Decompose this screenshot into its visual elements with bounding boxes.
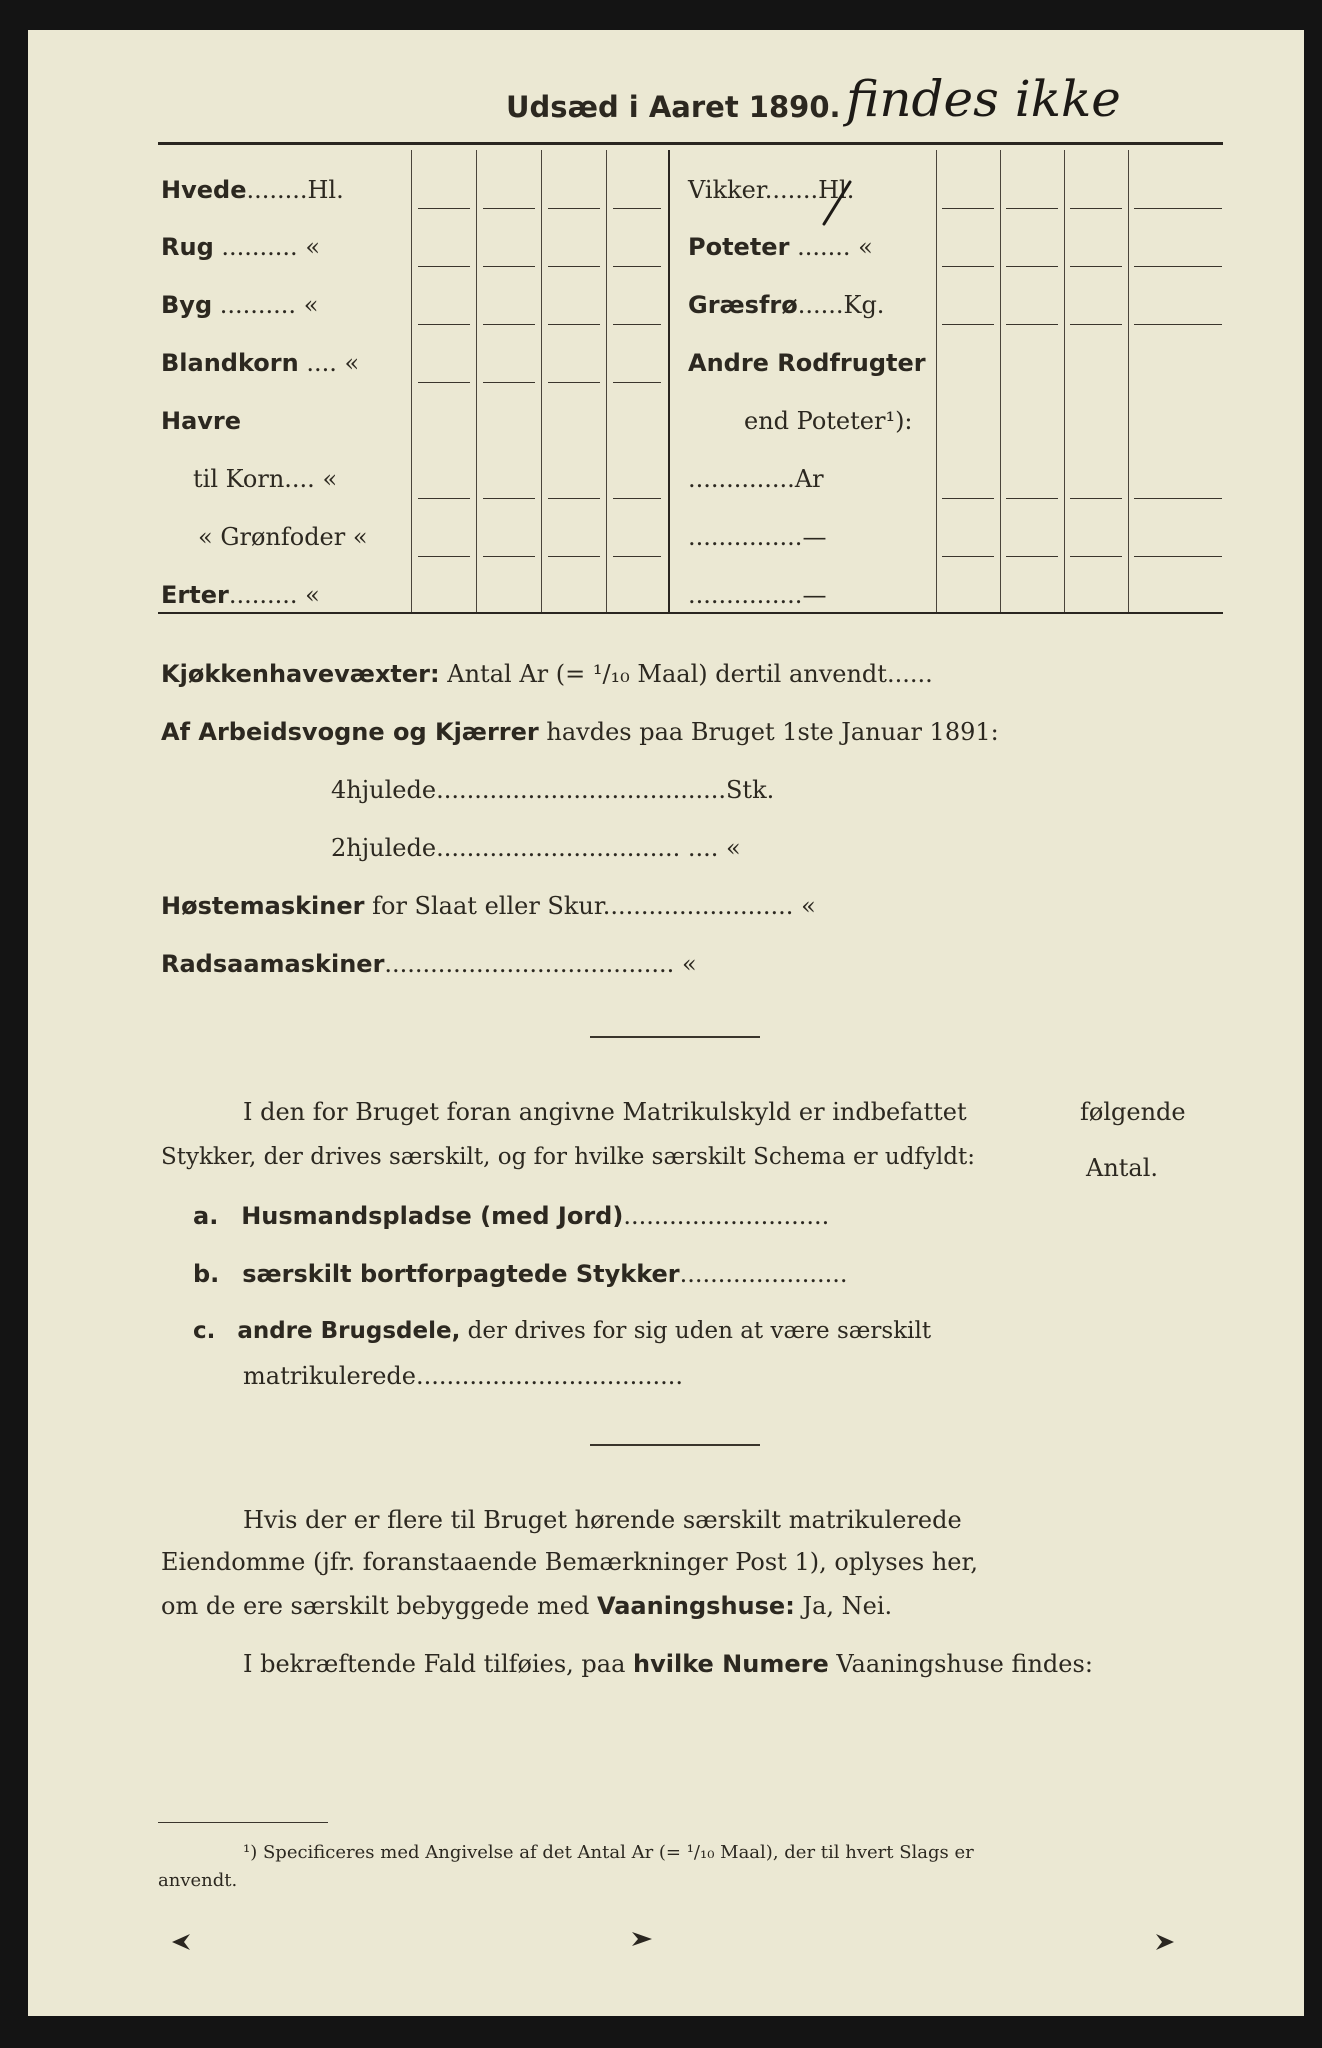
table-col-divider <box>936 150 937 612</box>
handwritten-note: findes ikke <box>846 70 1121 128</box>
crop-row-erter <box>161 581 320 609</box>
crop-label: Andre Rodfrugter <box>688 349 926 377</box>
wagons-label: Af Arbeidsvogne og Kjærrer <box>161 718 539 746</box>
crop-dots: .......... <box>219 291 297 319</box>
crop-dots: ........ <box>246 176 308 204</box>
crop-label: Havre <box>161 407 242 435</box>
crop-unit: — <box>802 581 827 609</box>
crop-row-end-poteter <box>744 407 913 435</box>
registration-mark-icon <box>628 1928 658 1950</box>
matrikul-line1: I den for Bruget foran angivne Matrikulskyld er indbefattet <box>243 1098 967 1126</box>
machine-unit: « <box>801 892 816 920</box>
crop-dots: ......... <box>228 581 298 609</box>
section-separator <box>590 1036 760 1038</box>
wagons-line <box>161 718 999 746</box>
wagons-text: havdes paa Bruget 1ste Januar 1891: <box>546 718 999 746</box>
crop-label: til Korn <box>193 465 285 493</box>
matrikul-item-b <box>193 1260 847 1288</box>
table-col-divider <box>541 150 542 612</box>
table-col-divider <box>411 150 412 612</box>
crop-unit: « <box>303 291 319 319</box>
crop-dots: ....... <box>797 233 851 261</box>
wagons-4hjulede-label: 4hjulede <box>331 776 437 804</box>
footnote-line1: ¹) Specificeres med Angivelse af det Antal Ar (= ¹/₁₀ Maal), der til hvert Slags er <box>243 1842 974 1863</box>
kitchen-garden-line <box>161 660 933 688</box>
crop-row-hvede <box>161 176 344 204</box>
item-letter: a. <box>193 1202 219 1230</box>
wagons-2hjulede-label: 2hjulede <box>331 834 437 862</box>
footnote-line2: anvendt. <box>158 1870 238 1891</box>
item-label: Husmandspladse (med Jord) <box>241 1202 624 1230</box>
form-title: Udsæd i Aaret 1890. <box>506 90 841 124</box>
crop-label: Hvede <box>161 176 247 204</box>
matrikul-item-c <box>193 1318 931 1344</box>
table-center-divider <box>668 150 670 612</box>
crop-row-blandkorn <box>161 349 359 377</box>
kitchen-garden-text: Antal Ar (= ¹/₁₀ Maal) dertil anvendt <box>447 660 887 688</box>
registration-mark-icon <box>1148 1930 1178 1952</box>
header-rule <box>158 142 1223 145</box>
crop-row-byg <box>161 291 318 319</box>
crop-dots: ............... <box>688 523 803 551</box>
crop-label: Blandkorn <box>161 349 299 377</box>
item-label: særskilt bortforpagtede Stykker <box>242 1260 680 1288</box>
matrikul-line2-right: Antal. <box>1086 1154 1159 1182</box>
table-bottom-rule <box>158 612 1223 614</box>
item-letter: c. <box>193 1318 216 1344</box>
eiendomme-vaaningshuse: Vaaningshuse: <box>596 1592 795 1620</box>
crop-unit: Kg. <box>843 291 885 319</box>
eiendomme-ja-nei: Ja, Nei. <box>802 1592 893 1620</box>
crop-row-blank-1 <box>688 523 826 551</box>
crop-label: Erter <box>161 581 229 609</box>
crop-row-blank-2 <box>688 581 826 609</box>
crop-unit: « <box>305 233 321 261</box>
eiendomme-line1: Hvis der er flere til Bruget hørende særskilt matrikulerede <box>243 1506 962 1534</box>
crop-label: Græsfrø <box>688 291 798 319</box>
eiendomme-line2: Eiendomme (jfr. foranstaaende Bemærkninger Post 1), oplyses her, <box>161 1548 978 1576</box>
eiendomme-line3 <box>161 1592 892 1620</box>
table-col-divider <box>476 150 477 612</box>
wagons-2hjulede <box>331 834 741 862</box>
item-dots: ...................... <box>679 1260 848 1288</box>
table-col-divider <box>1000 150 1001 612</box>
footnote-rule <box>158 1822 328 1823</box>
eiendomme-line4-text: I bekræftende Fald tilføies, paa <box>243 1650 626 1678</box>
item-letter: b. <box>193 1260 220 1288</box>
matrikul-line2: Stykker, der drives særskilt, og for hvilke særskilt Schema er udfyldt: <box>161 1144 976 1170</box>
crop-label: Rug <box>161 233 214 261</box>
machine-text: for Slaat eller Skur <box>372 892 603 920</box>
crop-dots: ....... <box>764 176 819 204</box>
crop-row-graesfro <box>688 291 884 319</box>
eiendomme-numere: hvilke Numere <box>633 1650 829 1678</box>
machine-radsaamaskiner <box>161 950 697 978</box>
machine-dots: ...................................... <box>384 950 675 978</box>
crop-label: end Poteter¹): <box>744 407 913 435</box>
crop-unit: Hl. <box>818 176 855 204</box>
crop-row-gronfoder <box>198 523 368 551</box>
crop-dots: .............. <box>688 465 795 493</box>
crop-dots: .... <box>284 465 315 493</box>
eiendomme-line3-text: om de ere særskilt bebyggede med <box>161 1592 590 1620</box>
kitchen-garden-label: Kjøkkenhavevæxter: <box>161 660 440 688</box>
matrikul-item-c-line2 <box>243 1362 683 1390</box>
wagons-4hjulede-unit: Stk. <box>725 776 775 804</box>
registration-mark-icon <box>168 1930 198 1952</box>
crop-label: Poteter <box>688 233 790 261</box>
item-c-dots: ................................... <box>415 1362 683 1390</box>
eiendomme-line4-end: Vaaningshuse findes: <box>836 1650 1093 1678</box>
machine-unit: « <box>681 950 697 978</box>
matrikul-line1-right: følgende <box>1080 1098 1186 1126</box>
kitchen-garden-dots: ...... <box>886 660 933 688</box>
item-text: der drives for sig uden at være særskilt <box>467 1318 932 1344</box>
crop-row-poteter <box>688 233 873 261</box>
crop-label: Vikker <box>688 176 765 204</box>
form-page <box>28 30 1304 2016</box>
handwritten-slash <box>818 178 858 228</box>
table-col-divider <box>1064 150 1065 612</box>
crop-unit: — <box>802 523 827 551</box>
crop-row-andre-rodfrugter <box>688 349 926 377</box>
crop-label: « Grønfoder <box>198 523 346 551</box>
crop-unit: « <box>322 465 338 493</box>
item-dots: ........................... <box>623 1202 830 1230</box>
crop-row-ar <box>688 465 824 493</box>
crop-unit: « <box>305 581 320 609</box>
crop-unit: Hl. <box>307 176 344 204</box>
matrikul-item-a <box>193 1202 829 1230</box>
crop-label: Byg <box>161 291 213 319</box>
crop-row-til-korn <box>193 465 337 493</box>
crop-unit: « <box>344 349 360 377</box>
crop-dots: .... <box>306 349 337 377</box>
machine-label: Høstemaskiner <box>161 892 365 920</box>
machine-dots: ......................... <box>602 892 794 920</box>
eiendomme-line4 <box>243 1650 1093 1678</box>
crop-unit: « <box>352 523 368 551</box>
item-c-continued: matrikulerede <box>243 1362 416 1390</box>
crop-row-rug <box>161 233 320 261</box>
machine-label: Radsaamaskiner <box>161 950 385 978</box>
crop-dots: .......... <box>221 233 298 261</box>
crop-row-havre <box>161 407 241 435</box>
crop-dots: ............... <box>688 581 803 609</box>
crop-unit: « <box>858 233 873 261</box>
crop-unit: Ar <box>794 465 824 493</box>
machine-hostemaskiner <box>161 892 816 920</box>
wagons-2hjulede-unit: « <box>726 834 741 862</box>
item-label: andre Brugsdele, <box>237 1318 461 1344</box>
wagons-4hjulede-dots: ...................................... <box>436 776 726 804</box>
section-separator <box>590 1444 760 1446</box>
crop-dots: ...... <box>797 291 844 319</box>
table-col-divider <box>606 150 607 612</box>
wagons-4hjulede <box>331 776 774 804</box>
table-col-divider <box>1128 150 1129 612</box>
wagons-2hjulede-dots: ................................ .... <box>436 834 719 862</box>
